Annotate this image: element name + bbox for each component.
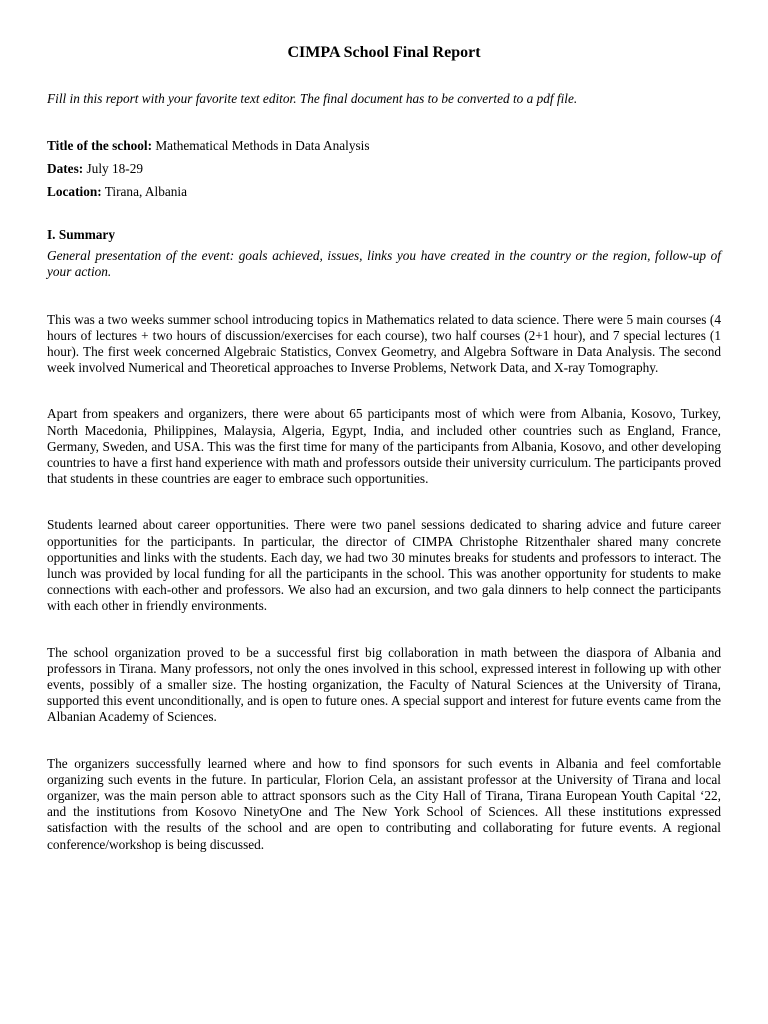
summary-paragraph-courses: This was a two weeks summer school introducing topics in Mathematics related to data science. There were 5 main courses (4 hours of lectures + two hours of discussion/exercises for each course), two half courses (2+1 hour), and 7 special lectures (1 hour). The first week concerned Algebraic Statistics, Convex Geometry, and Algebra Software in Data Analysis. The second week involved Numerical and Theoretical approaches to Inverse Problems, Network Data, and X-ray Tomography. [47, 311, 721, 376]
dates-label: Dates: [47, 161, 84, 177]
school-details [47, 134, 721, 203]
summary-description: General presentation of the event: goals achieved, issues, links you have created in the country or the region, follow-up of your action. [47, 248, 721, 280]
report-instructions: Fill in this report with your favorite text editor. The final document has to be converted to a pdf file. [47, 91, 578, 106]
location-label: Location: [47, 184, 102, 200]
summary-heading: I. Summary [47, 227, 115, 243]
location-line [47, 180, 721, 203]
report-title: CIMPA School Final Report [287, 44, 481, 61]
summary-paragraph-organization: The school organization proved to be a successful first big collaboration in math between the diaspora of Albania and professors in Tirana. Many professors, not only the ones involved in this school, expressed interest in following up with other events, possibly of a smaller size. The hosting organization, the Faculty of Natural Sciences at the University of Tirana, supported this event unconditionally, and is open to future ones. A special support and interest for future events came from the Albanian Academy of Sciences. [47, 644, 721, 725]
summary-paragraph-careers: Students learned about career opportunities. There were two panel sessions dedicated to sharing advice and future career opportunities for the participants. In particular, the director of CIMPA Christophe Ritzenthaler shared many concrete opportunities and links with the students. Each day, we had two 30 minutes breaks for students and professors to interact. The lunch was provided by local funding for all the participants in the school. This was another opportunity for students to make connections with each-other and professors. We also had an excursion, and two gala dinners to help connect the participants with each other in friendly environments. [47, 517, 721, 614]
summary-paragraph-sponsors: The organizers successfully learned where and how to find sponsors for such events in Albania and feel comfortable organizing such events in the future. In particular, Florion Cela, an assistant professor at the University of Tirana and local organizer, was the main person able to attract sponsors such as the City Hall of Tirana, Tirana European Youth Capital ‘22, and the institutions from Kosovo NinetyOne and The New York School of Sciences. All these institutions expressed satisfaction with the results of the school and are open to contributing and collaborating for future events. A regional conference/workshop is being discussed. [47, 755, 721, 852]
school-title-line [47, 134, 721, 157]
summary-section [47, 226, 721, 853]
summary-paragraph-participants: Apart from speakers and organizers, there were about 65 participants most of which were from Albania, Kosovo, Turkey, North Macedonia, Philippines, Malaysia, Algeria, Egypt, India, and included other countries such as England, France, Germany, Sweden, and USA. This was the first time for many of the participants from Albania, Kosovo, and other developing countries to have a first hand experience with math and professors outside their university curriculum. The participants proved that students in these countries are eager to embrace such opportunities. [47, 406, 721, 487]
school-title-value: Mathematical Methods in Data Analysis [152, 138, 370, 154]
dates-line [47, 157, 721, 180]
location-value: Tirana, Albania [101, 184, 187, 200]
school-title-label: Title of the school: [47, 138, 153, 154]
dates-value: July 18-29 [83, 161, 144, 177]
